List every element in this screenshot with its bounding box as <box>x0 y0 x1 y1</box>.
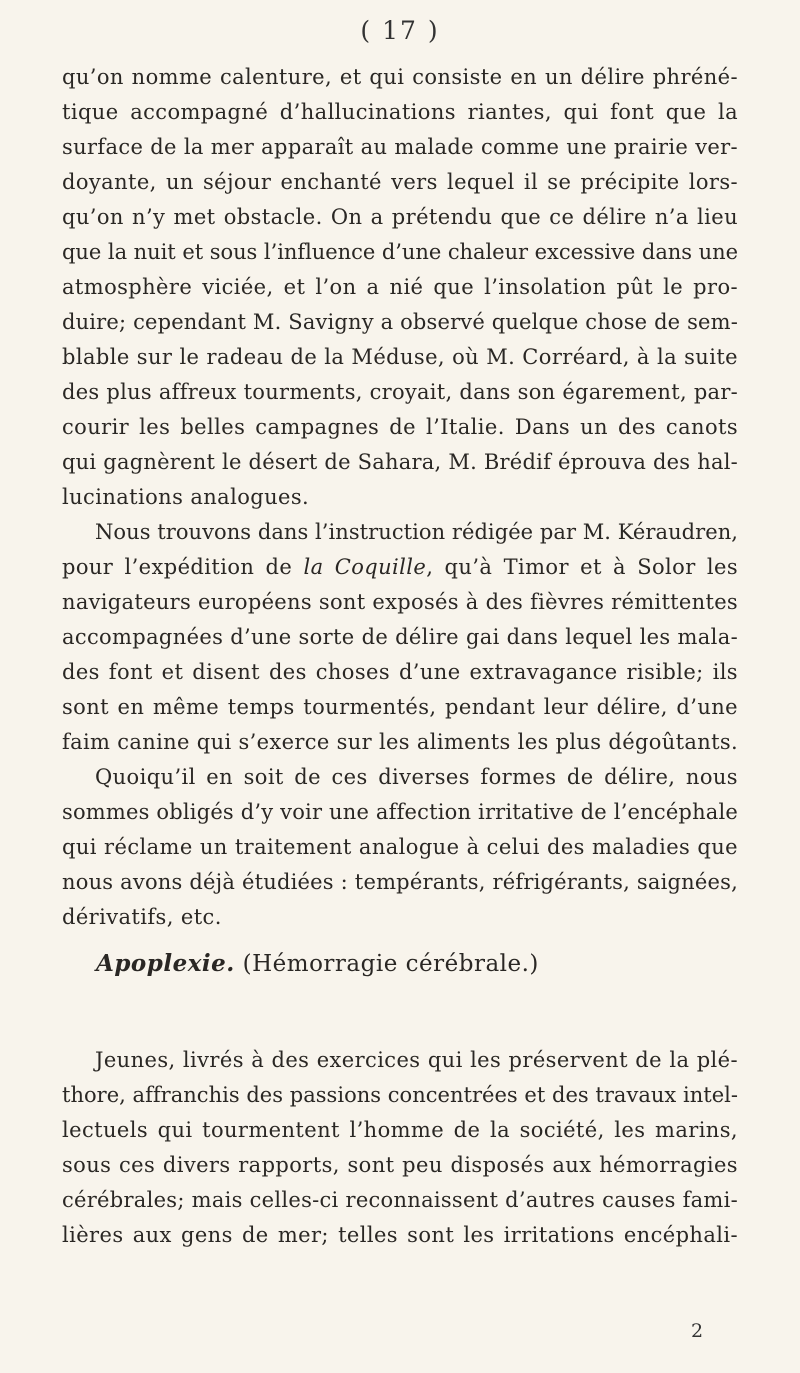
text-line: nous avons déjà étudiées : tempérants, réfrigérants, saignées, <box>62 870 738 894</box>
text-line: sommes obligés d’y voir une affection irritative de l’encéphale <box>62 800 738 824</box>
section-text <box>62 1043 738 1253</box>
text-line: dérivatifs, etc. <box>62 905 222 929</box>
main-text <box>62 60 738 935</box>
text-line: Nous trouvons dans l’instruction rédigée par M. Kéraudren, <box>95 520 738 544</box>
section-title: Apoplexie. <box>96 950 235 977</box>
paragraph-quoiqu <box>62 760 738 935</box>
signature-mark: 2 <box>691 1320 704 1342</box>
text-line: courir les belles campagnes de l’Italie. Dans un des canots <box>62 415 738 439</box>
text-line: qu’on nomme calenture, et qui consiste en un délire phréné- <box>62 65 738 89</box>
text-line: des font et disent des choses d’une extravagance risible; ils <box>62 660 738 684</box>
text-line: lucinations analogues. <box>62 485 310 509</box>
text-line: lectuels qui tourmentent l’homme de la société, les marins, <box>62 1118 738 1142</box>
text-line: lières aux gens de mer; telles sont les irritations encéphali- <box>62 1223 738 1247</box>
text-line: qu’on n’y met obstacle. On a prétendu que ce délire n’a lieu <box>62 205 738 229</box>
text-line: duire; cependant M. Savigny a observé quelque chose de sem- <box>62 310 738 334</box>
text-line: Quoiqu’il en soit de ces diverses formes de délire, nous <box>95 765 738 789</box>
text-line: thore, affranchis des passions concentrées et des travaux intel- <box>62 1083 738 1107</box>
paragraph-calenture <box>62 60 738 515</box>
text-line: des plus affreux tourments, croyait, dans son égarement, par- <box>62 380 738 404</box>
text-line: accompagnées d’une sorte de délire gai dans lequel les mala- <box>62 625 738 649</box>
text-line: cérébrales; mais celles-ci reconnaissent d’autres causes fami- <box>62 1188 738 1212</box>
ship-name: la Coquille <box>303 555 427 579</box>
text-line: sous ces divers rapports, sont peu disposés aux hémorragies <box>62 1153 738 1177</box>
text-line: surface de la mer apparaît au malade comme une prairie ver- <box>62 135 738 159</box>
text-line: que la nuit et sous l’influence d’une chaleur excessive dans une <box>62 240 738 264</box>
text-line: tique accompagné d’hallucinations riantes, qui font que la <box>62 100 738 124</box>
text-line: navigateurs européens sont exposés à des fièvres rémittentes <box>62 590 738 614</box>
paragraph-keraudren <box>62 515 738 760</box>
text-line: atmosphère viciée, et l’on a nié que l’insolation pût le pro- <box>62 275 738 299</box>
section-heading <box>96 950 539 977</box>
text-line: pour l’expédition de la Coquille, qu’à Timor et à Solor les <box>62 555 738 579</box>
text-line: blable sur le radeau de la Méduse, où M. Corréard, à la suite <box>62 345 738 369</box>
text-line: qui réclame un traitement analogue à celui des maladies que <box>62 835 738 859</box>
text-line: sont en même temps tourmentés, pendant leur délire, d’une <box>62 695 738 719</box>
paragraph-jeunes <box>62 1043 738 1253</box>
text-line: faim canine qui s’exerce sur les aliments les plus dégoûtants. <box>62 730 738 754</box>
text-line: Jeunes, livrés à des exercices qui les préservent de la plé- <box>95 1048 738 1072</box>
text-line: qui gagnèrent le désert de Sahara, M. Brédif éprouva des hal- <box>62 450 738 474</box>
page-number: ( 17 ) <box>360 16 440 45</box>
section-subtitle: (Hémorragie cérébrale.) <box>242 951 539 977</box>
text-line: doyante, un séjour enchanté vers lequel il se précipite lors- <box>62 170 738 194</box>
